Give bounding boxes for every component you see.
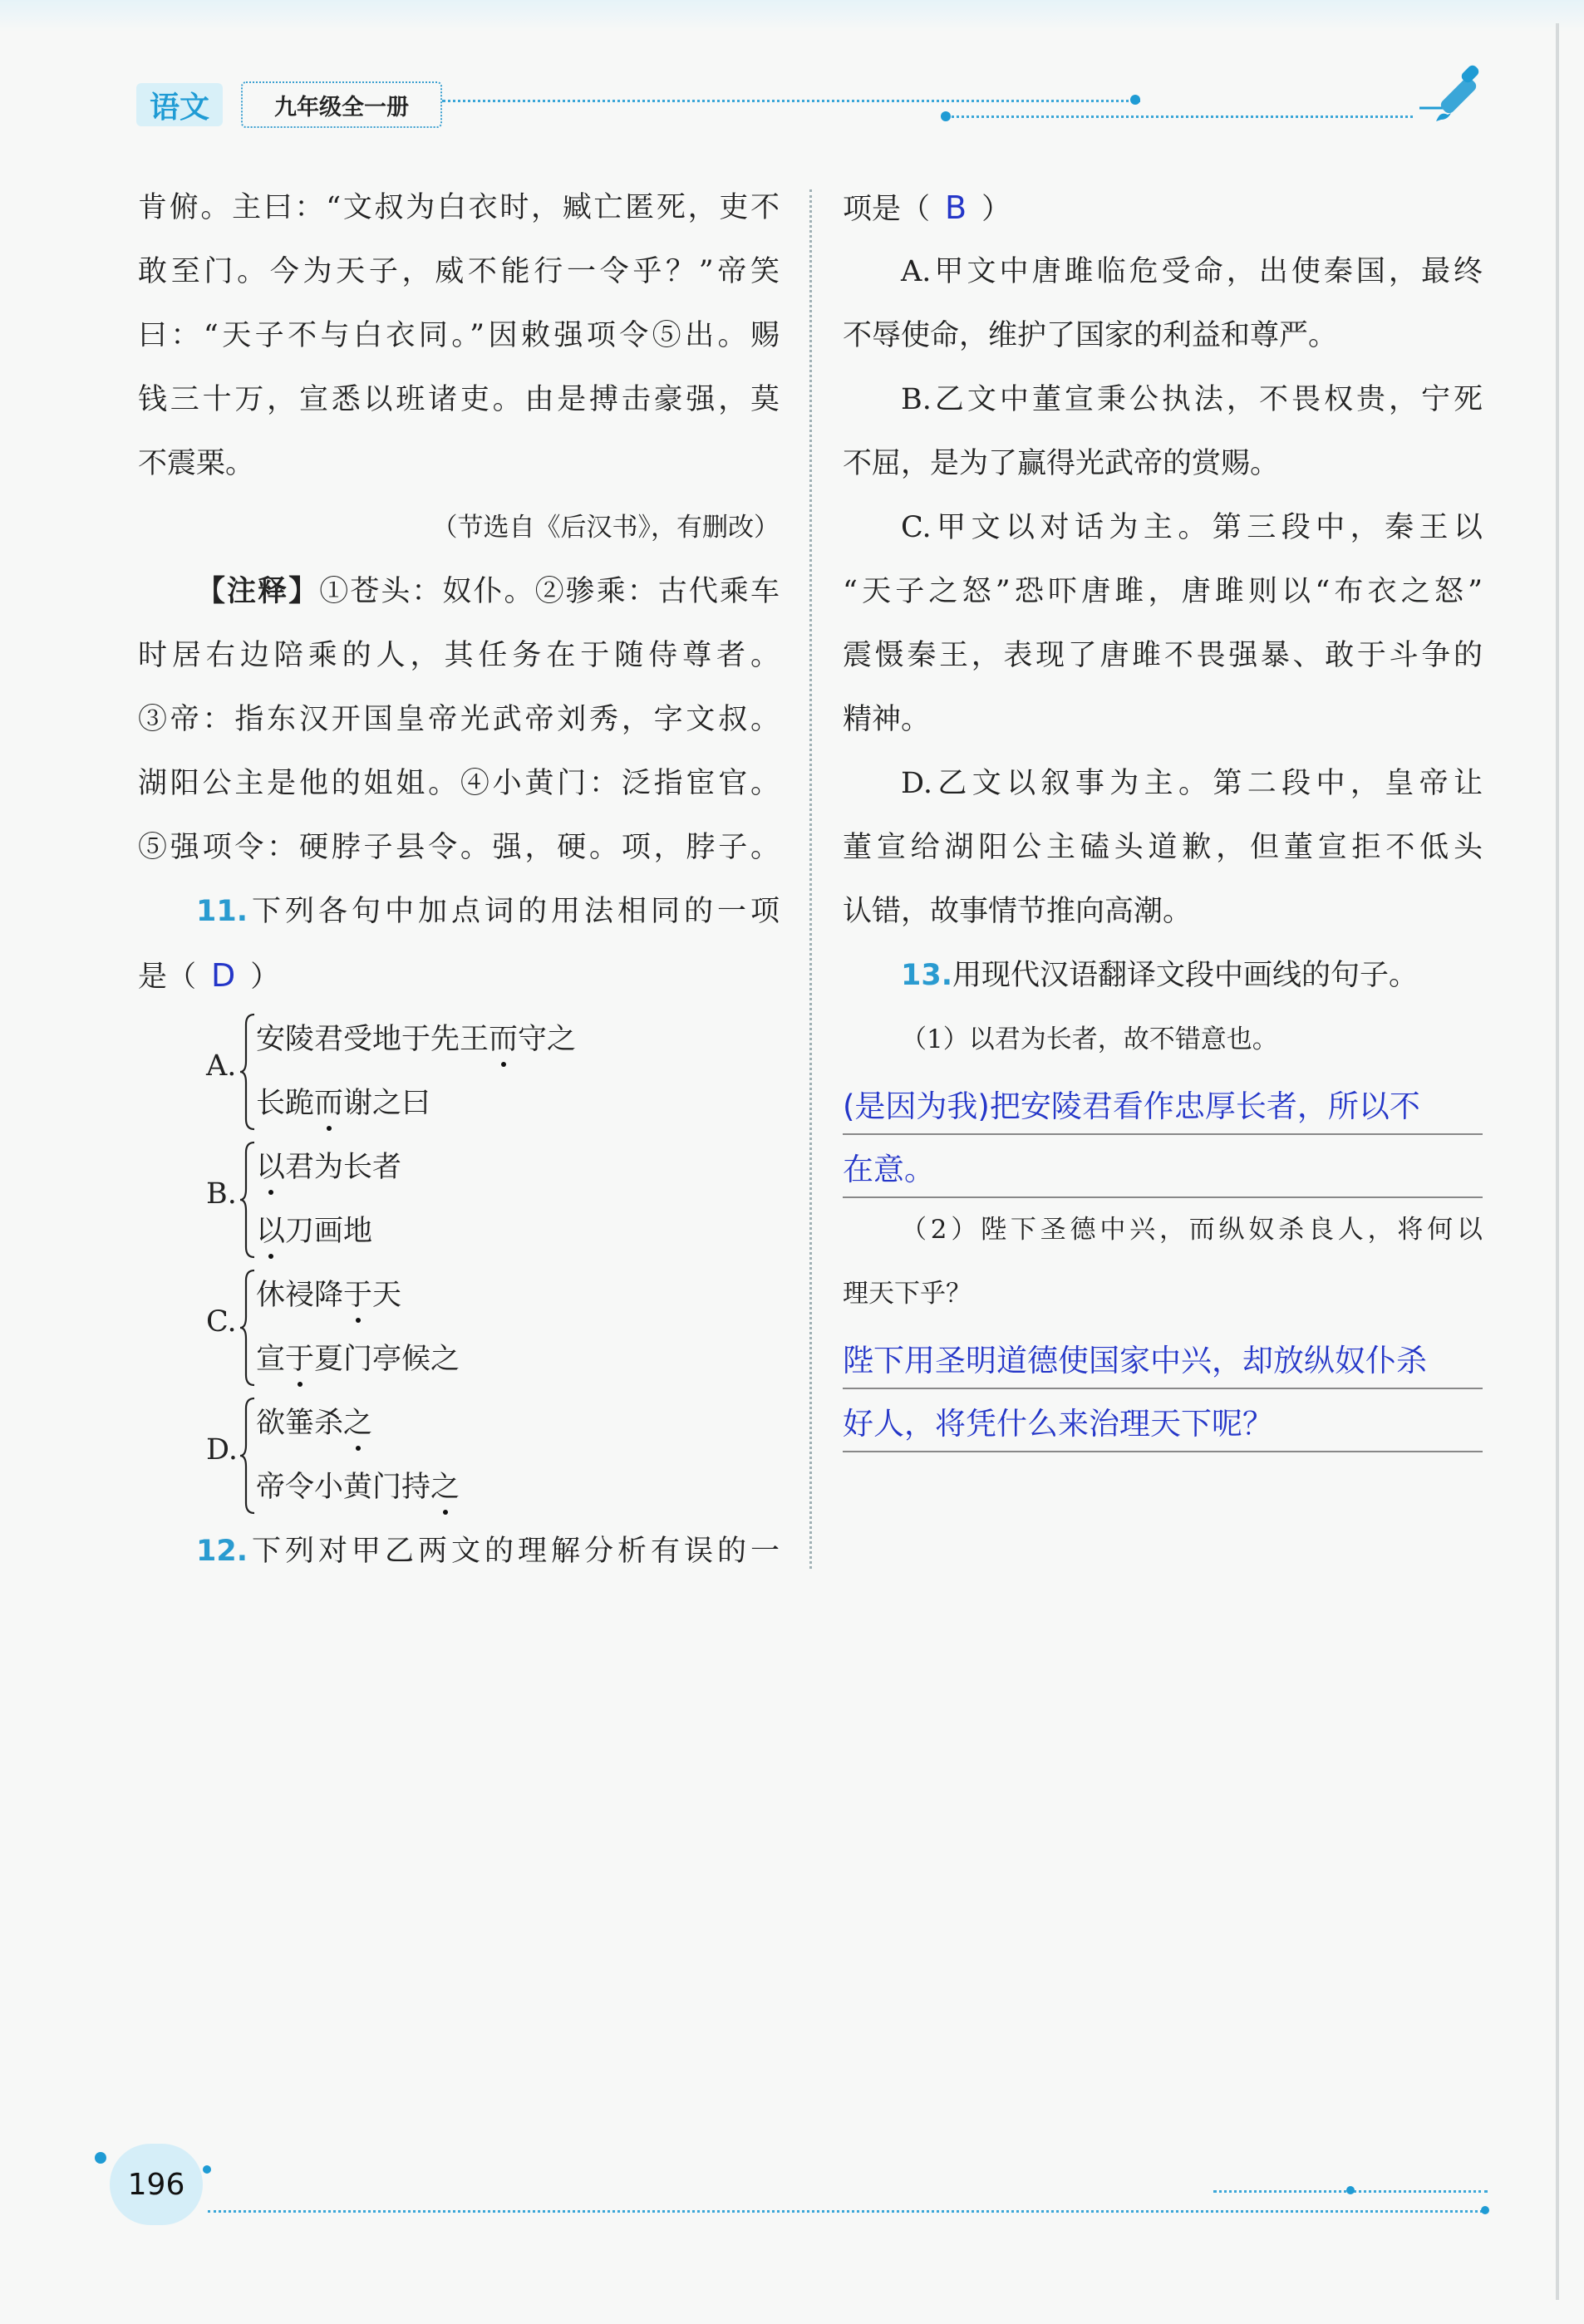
note-line (138, 560, 780, 624)
passage-line: 曰：“天子不与白衣同。”因敕强项令⑤出。赐 (138, 319, 780, 352)
top-band (0, 0, 1584, 32)
header-dotted-line (947, 115, 1413, 118)
dotted-word: 而 (489, 1008, 518, 1072)
option-line: 以君为长者 (256, 1136, 401, 1200)
note-line: 湖阳公主是他的姐姐。④小黄门：泛指宦官。 (138, 767, 780, 800)
right-column (843, 176, 1483, 1452)
option-b (206, 1136, 780, 1264)
header-dotted-line (442, 100, 1140, 102)
footer-dotted-line (208, 2210, 1488, 2213)
grade-label: 九年级全一册 (241, 81, 442, 128)
brace-icon (239, 1141, 256, 1259)
question-11 (138, 880, 780, 944)
sentence-1: （1）以君为长者，故不错意也。 (901, 1024, 1278, 1054)
source-citation: （节选自《后汉书》，有删改） (431, 513, 780, 543)
option-a (206, 1008, 780, 1136)
option-label: D. (206, 1433, 238, 1467)
option-line: 宣于夏门亭候之 (256, 1328, 460, 1392)
answer-line: 陛下用圣明道德使国家中兴，却放纵奴仆杀 (843, 1326, 1483, 1389)
brace-icon (239, 1013, 256, 1131)
header-dot (1130, 95, 1140, 105)
dotted-word: 而 (314, 1072, 343, 1136)
choice-a-line: 不辱使命，维护了国家的利益和尊严。 (843, 319, 1338, 352)
brace-icon (239, 1397, 256, 1515)
dotted-word: 以 (256, 1136, 285, 1200)
column-divider (809, 189, 812, 1569)
option-label: A. (206, 1049, 237, 1083)
choice-c-line: 精神。 (843, 703, 931, 736)
choice-c-line: “天子之怒”恐吓唐雎，唐雎则以“布衣之怒” (843, 575, 1483, 608)
dotted-word: 之 (430, 1456, 460, 1520)
page-number: 196 (110, 2144, 203, 2225)
sentence-2: （2）陛下圣德中兴，而纵奴杀良人，将何以 (901, 1215, 1483, 1245)
question-12-cont: 项是（ B ） (843, 189, 1011, 226)
question-text: 下列各句中加点词的用法相同的一项 (248, 895, 780, 928)
answer-line: 好人，将凭什么来治理天下呢？ (843, 1389, 1483, 1452)
choice-a-line: A.甲文中唐雎临危受命，出使秦国，最终 (901, 255, 1483, 288)
dotted-word: 之 (343, 1392, 372, 1456)
note-heading: 【注释】 (196, 575, 320, 608)
dotted-word: 于 (343, 1264, 372, 1328)
question-12 (138, 1520, 780, 1584)
dotted-word: 于 (285, 1328, 314, 1392)
note-text: ①苍头：奴仆。②骖乘：古代乘车 (319, 575, 780, 608)
question-number: 12. (196, 1535, 248, 1568)
option-line: 欲箠杀之 (256, 1392, 372, 1456)
choice-d-line: D.乙文以叙事为主。第二段中，皇帝让 (901, 767, 1483, 800)
footer-dot (1481, 2206, 1489, 2214)
passage-line: 敢至门。今为天子，威不能行一令乎？”帝笑 (138, 255, 780, 288)
option-d (206, 1392, 780, 1520)
dotted-word: 以 (256, 1200, 285, 1264)
option-line: 长跪而谢之曰 (256, 1072, 430, 1136)
footer-dot (203, 2165, 211, 2174)
question-13 (843, 944, 1483, 1008)
header-dot (941, 111, 951, 121)
answer-line: 在意。 (843, 1135, 1483, 1198)
pen-icon (1413, 60, 1488, 126)
sentence-2: 理天下乎？ (843, 1279, 972, 1309)
choice-b-line: B.乙文中董宣秉公执法，不畏权贵，宁死 (901, 383, 1483, 416)
option-label: B. (206, 1177, 237, 1211)
choice-c-line: C.甲文以对话为主。第三段中，秦王以 (901, 511, 1483, 544)
brace-icon (239, 1269, 256, 1387)
option-label: C. (206, 1305, 237, 1339)
passage-line: 肯俯。主曰：“文叔为白衣时，臧亡匿死，吏不 (138, 191, 780, 224)
subject-badge: 语文 (136, 83, 223, 126)
option-line: 安陵君受地于先王而守之 (256, 1008, 576, 1072)
left-column (138, 176, 780, 1584)
page-edge-rule (1556, 23, 1559, 2300)
option-line: 休祲降于天 (256, 1264, 401, 1328)
answer-line: (是因为我)把安陵君看作忠厚长者，所以不 (843, 1072, 1483, 1135)
question-text: 用现代汉语翻译文段中画线的句子。 (952, 959, 1419, 992)
note-line: ③帝：指东汉开国皇帝光武帝刘秀，字文叔。 (138, 703, 780, 736)
footer-dot (1346, 2186, 1355, 2194)
passage-line: 钱三十万，宣悉以班诸吏。由是搏击豪强，莫 (138, 383, 780, 416)
question-text: 下列对甲乙两文的理解分析有误的一 (248, 1535, 780, 1568)
question-number: 13. (901, 959, 953, 992)
answer-mark: B (945, 189, 967, 226)
footer-dot (95, 2152, 106, 2164)
option-c (206, 1264, 780, 1392)
option-line: 帝令小黄门持之 (256, 1456, 460, 1520)
option-line: 以刀画地 (256, 1200, 372, 1264)
note-line: 时居右边陪乘的人，其任务在于随侍尊者。 (138, 639, 780, 672)
question-number: 11. (196, 895, 248, 928)
choice-b-line: 不屈，是为了赢得光武帝的赏赐。 (843, 447, 1280, 480)
note-line: ⑤强项令：硬脖子县令。强，硬。项，脖子。 (138, 831, 780, 864)
question-11-line2: 是（ D ） (138, 957, 280, 994)
passage-line: 不震栗。 (138, 447, 255, 480)
choice-d-line: 认错，故事情节推向高潮。 (843, 895, 1193, 928)
answer-mark: D (211, 957, 236, 994)
choice-c-line: 震慑秦王，表现了唐雎不畏强暴、敢于斗争的 (843, 639, 1483, 672)
choice-d-line: 董宣给湖阳公主磕头道歉，但董宣拒不低头 (843, 831, 1483, 864)
